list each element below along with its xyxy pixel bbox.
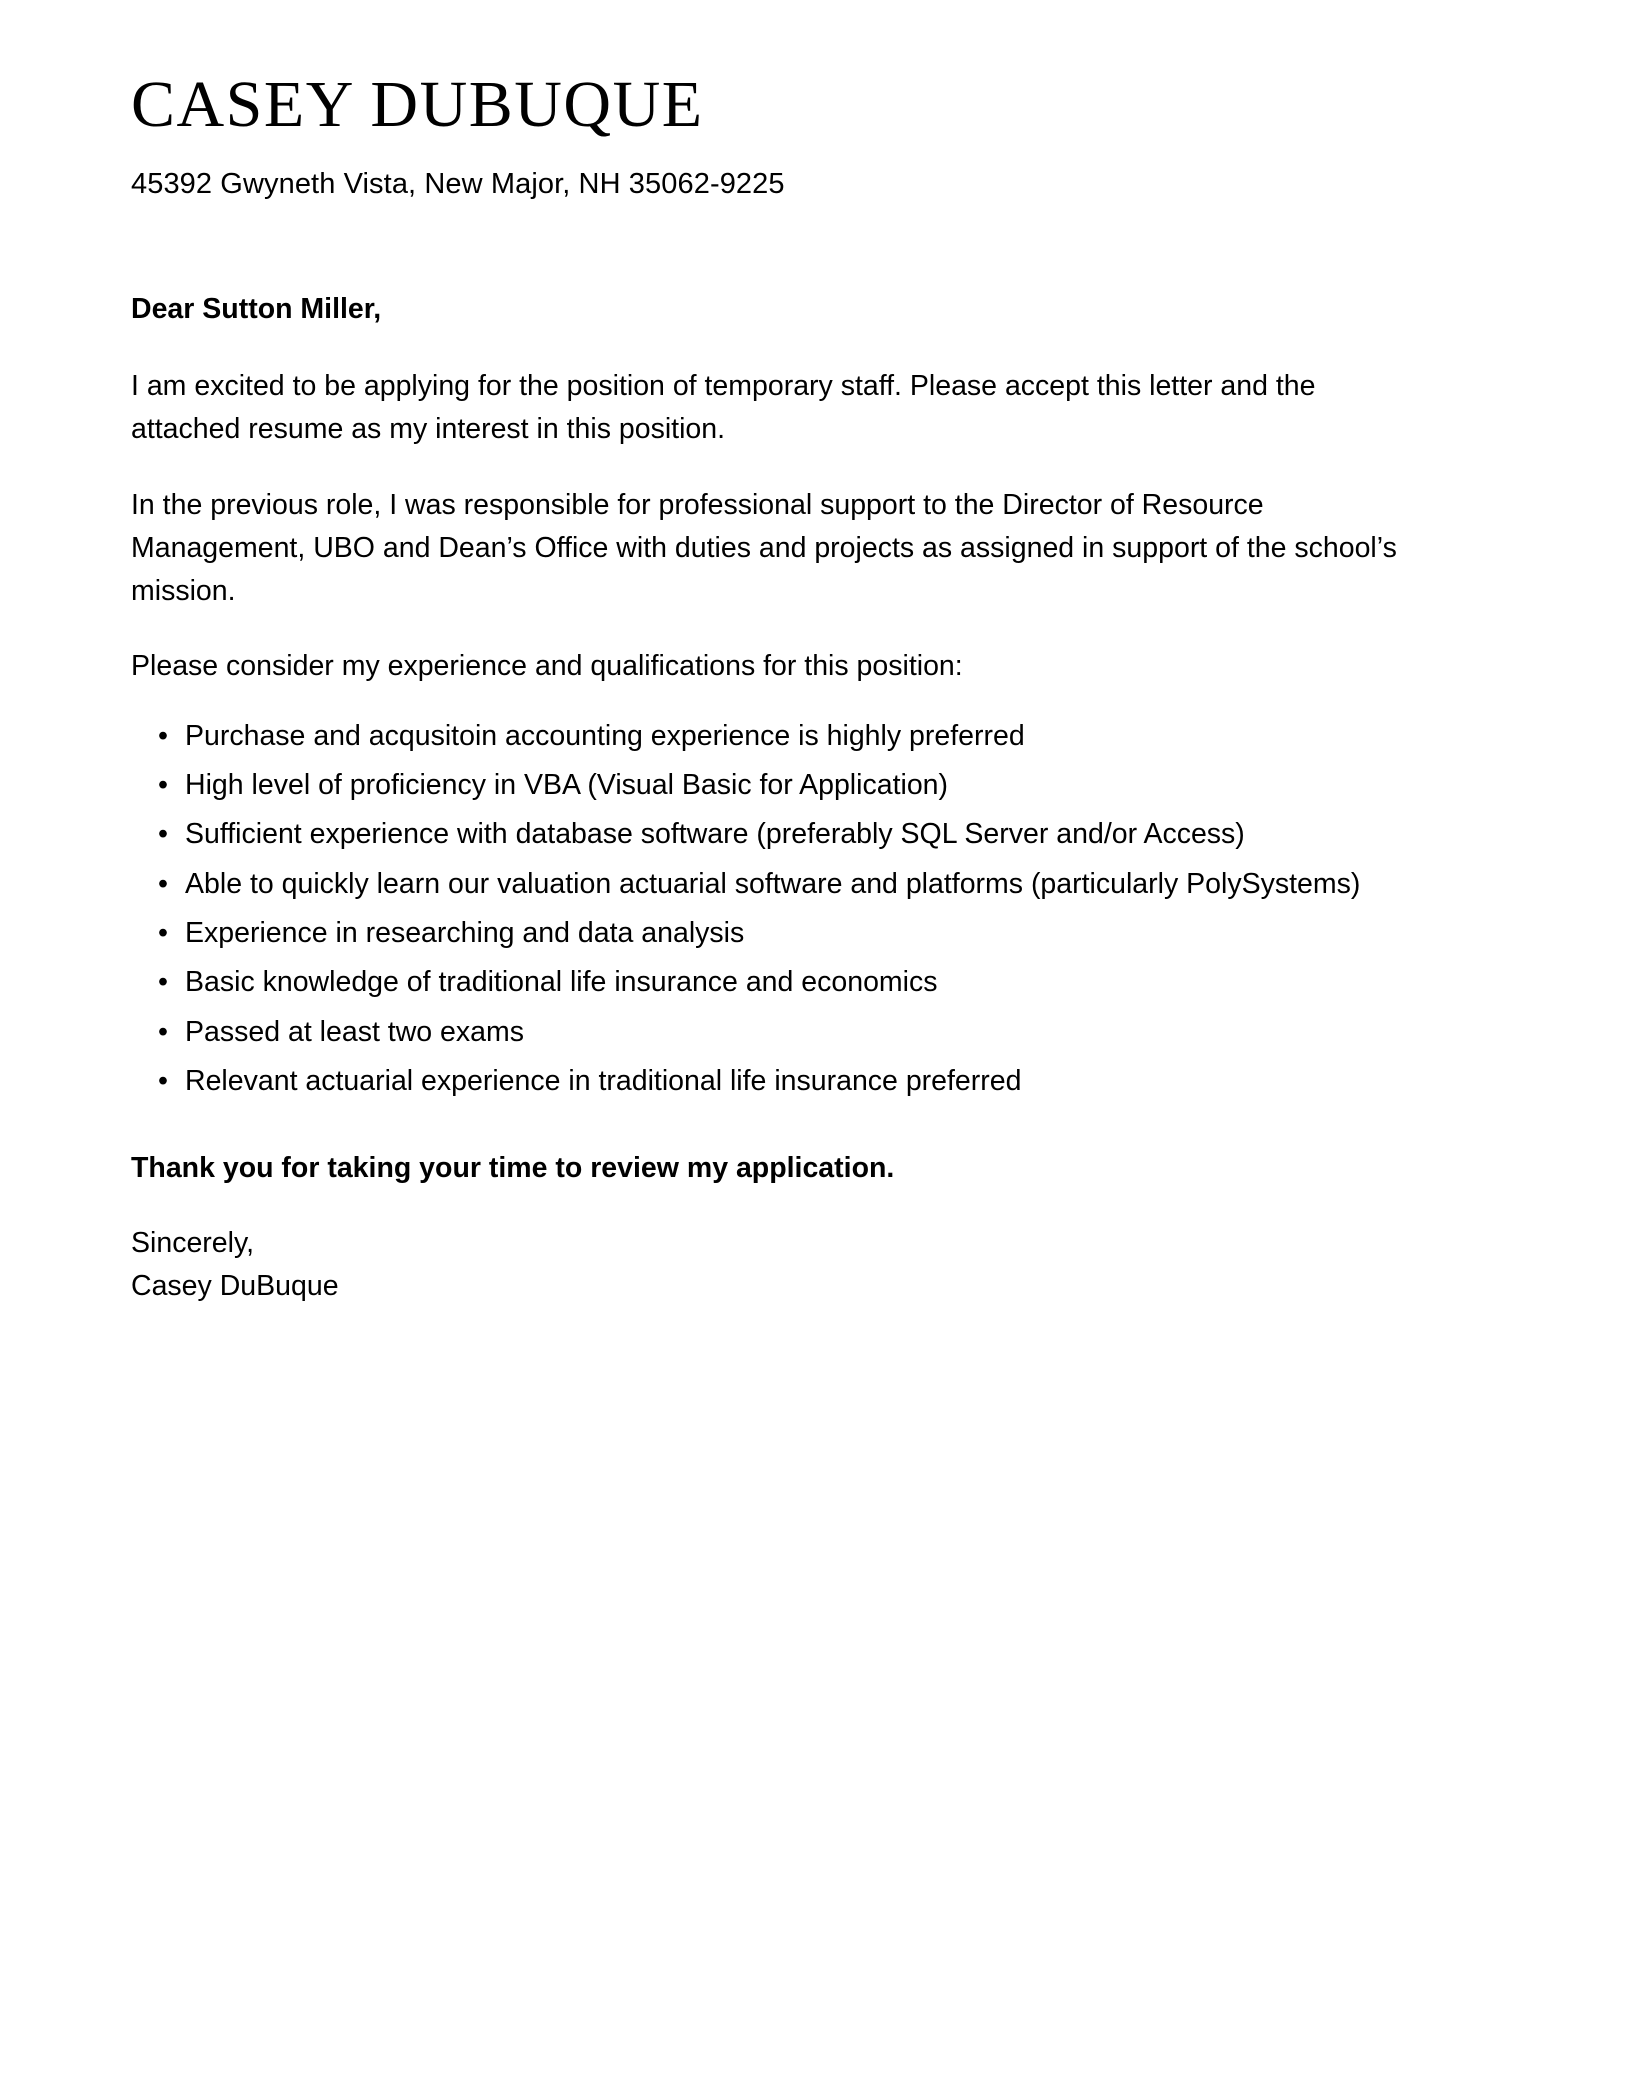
body-paragraph-2: In the previous role, I was responsible for professional support to the Director of Resource Management, UBO and Dean’s Office with duties and projects as assigned in support of the school’s mission. xyxy=(131,488,1397,608)
letter-body xyxy=(131,204,1461,1309)
list-item: • Able to quickly learn our valuation actuarial software and platforms (particularly PolySystems) xyxy=(131,863,1461,906)
list-item: • Purchase and acqusitoin accounting experience is highly preferred xyxy=(131,715,1461,758)
list-item: • High level of proficiency in VBA (Visual Basic for Application) xyxy=(131,764,1461,807)
qualifications-list xyxy=(131,715,1461,1104)
list-item: • Passed at least two exams xyxy=(131,1011,1461,1054)
list-item: • Relevant actuarial experience in traditional life insurance preferred xyxy=(131,1060,1461,1103)
address-line: 45392 Gwyneth Vista, New Major, NH 35062-9225 xyxy=(131,168,785,200)
list-item: • Sufficient experience with database software (preferably SQL Server and/or Access) xyxy=(131,813,1461,856)
body-paragraph-1: I am excited to be applying for the position of temporary staff. Please accept this letter and the attached resume as my interest in this position. xyxy=(131,369,1316,446)
sign-off: Sincerely, xyxy=(131,1227,255,1260)
letterhead xyxy=(131,0,1461,204)
signature-block xyxy=(131,1222,1461,1309)
list-item: • Experience in researching and data analysis xyxy=(131,912,1461,955)
salutation: Dear Sutton Miller, xyxy=(131,293,382,326)
closing-thanks: Thank you for taking your time to review my application. xyxy=(131,1152,895,1185)
qualifications-lead-in: Please consider my experience and qualifications for this position: xyxy=(131,650,963,683)
list-item: • Basic knowledge of traditional life insurance and economics xyxy=(131,961,1461,1004)
signature-name: Casey DuBuque xyxy=(131,1270,339,1303)
page-title: CASEY DUBUQUE xyxy=(131,68,704,141)
letter-content xyxy=(131,0,1461,1309)
